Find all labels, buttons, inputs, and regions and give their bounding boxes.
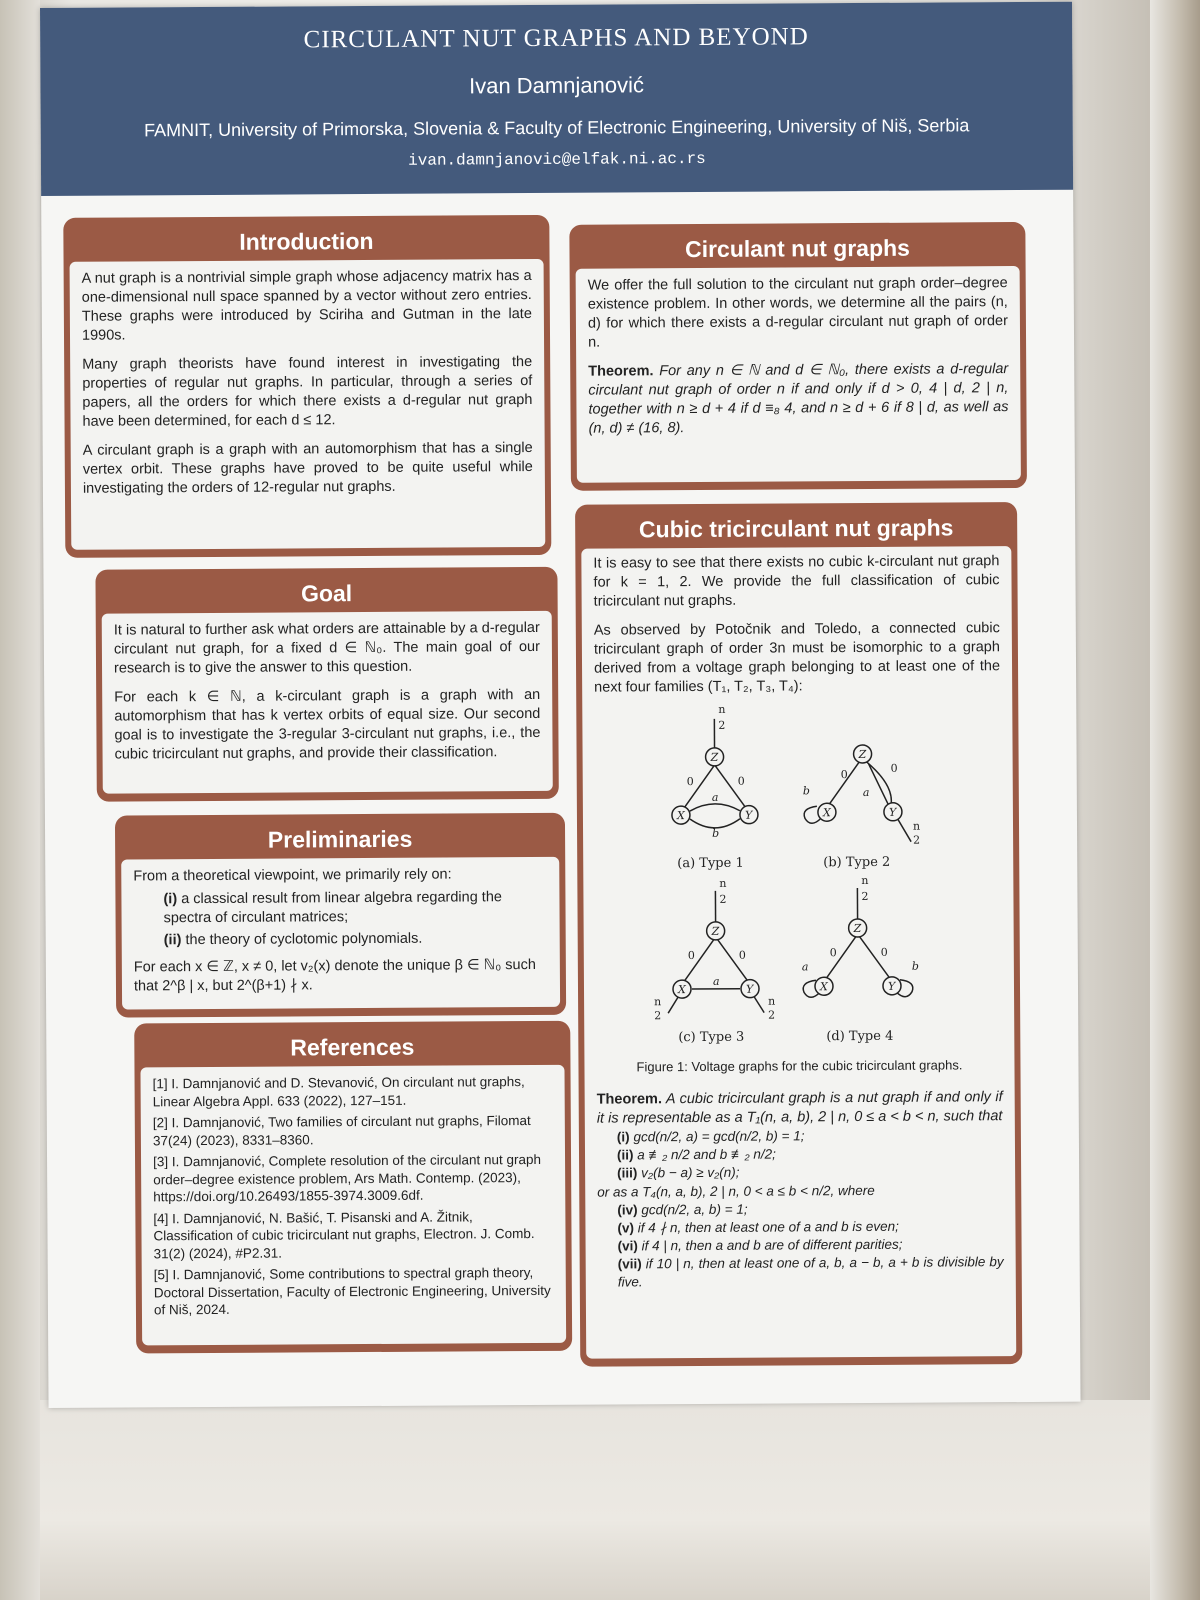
voltage-graphs-figure	[594, 705, 1002, 1076]
figure-caption: Figure 1: Voltage graphs for the cubic tricirculant graphs.	[636, 1057, 963, 1075]
introduction-paragraph-2: Many graph theorists have found interest in investigating the properties of regular nut graphs. In particular, through a series of papers, all the orders for which there exists a d-regular nut graph have been determined, for each d ≤ 12.	[82, 354, 533, 430]
introduction-paragraph-1: A nut graph is a nontrivial simple graph whose adjacency matrix has a one-dimensional null space spanned by a vector without zero entries. These graphs were introduced by Sciriha and Gutman in the late 1990s.	[81, 268, 532, 344]
label-n: n	[861, 873, 869, 887]
floor-background	[0, 1400, 1200, 1600]
references-body	[140, 1065, 566, 1346]
voltage-graphs-diagram	[594, 705, 1006, 1047]
label-a: a	[801, 960, 809, 974]
preliminaries-list	[133, 888, 547, 951]
label-b: b	[911, 959, 919, 973]
condition-number: (iv)	[617, 1202, 638, 1218]
condition-text: v₂(b − a) ≥ v₂(n);	[641, 1164, 740, 1181]
poster-email: ivan.damnjanovic@elfak.ni.ac.rs	[408, 149, 706, 170]
reference-item: [1] I. Damnjanović and D. Stevanović, On circulant nut graphs, Linear Algebra Appl. 633 (2022), 127–151.	[152, 1074, 525, 1109]
label-n: n	[912, 819, 921, 833]
poster	[40, 2, 1081, 1408]
condition-number: (v)	[617, 1220, 635, 1236]
label-2: 2	[719, 892, 727, 906]
condition-item	[598, 1253, 1004, 1291]
label-a: a	[862, 785, 870, 799]
label-a: a	[712, 974, 720, 988]
vertex-x: X	[822, 806, 831, 820]
poster-header	[40, 2, 1073, 196]
goal-section	[95, 567, 558, 802]
circulant-title: Circulant nut graphs	[684, 234, 911, 263]
item-text: the theory of cyclotomic polynomials.	[185, 930, 423, 949]
condition-number: (ii)	[616, 1147, 634, 1163]
condition-number: (i)	[616, 1129, 630, 1145]
label-zero: 0	[686, 775, 694, 789]
label-zero: 0	[737, 774, 745, 788]
label-2: 2	[718, 718, 726, 732]
cubic-paragraph-2: As observed by Potočnik and Toledo, a connected cubic tricirculant graph of order 3n must be isomorphic to a graph derived from a voltage graph belonging to at least one of the next four families (T₁, T₂, T₃, T₄):	[593, 620, 1001, 696]
label-b: b	[802, 784, 810, 798]
label-zero: 0	[738, 948, 746, 962]
label-zero: 0	[687, 949, 695, 963]
theorem-mid: or as a T₄(n, a, b), 2 | n, 0 < a ≤ b < n/2, where	[597, 1182, 875, 1200]
item-text: a classical result from linear algebra regarding the spectra of circulant matrices;	[163, 889, 502, 927]
condition-text: a ≢₂ n/2 and b ≢₂ n/2;	[637, 1146, 776, 1163]
item-number: (ii)	[163, 932, 182, 949]
goal-body	[102, 611, 553, 794]
condition-text: if 4 ∤ n, then at least one of a and b is even;	[637, 1218, 899, 1236]
circulant-section	[569, 222, 1027, 491]
condition-number: (iii)	[617, 1165, 638, 1181]
vertex-x: X	[677, 983, 686, 997]
label-b: b	[712, 826, 720, 840]
reference-item: [2] I. Damnjanović, Two families of circulant nut graphs, Filomat 37(24) (2023), 8331–8360.	[152, 1113, 531, 1148]
reference-item: [4] I. Damnjanović, N. Bašić, T. Pisanski and A. Žitnik, Classification of cubic tricirculant nut graphs, Electron. J. Comb. 31(2) (2024), #P2.31.	[153, 1208, 535, 1261]
cubic-section	[575, 502, 1022, 1367]
cubic-title: Cubic tricirculant nut graphs	[638, 514, 954, 543]
vertex-z: Z	[710, 750, 719, 764]
vertex-y: Y	[745, 982, 754, 996]
preliminaries-body	[121, 857, 560, 1010]
cubic-theorem	[597, 1088, 1003, 1128]
introduction-paragraph-3: A circulant graph is a graph with an automorphism that has a single vertex orbit. These graphs have proved to be quite useful while investigating the orders of 12-regular nut graphs.	[82, 439, 533, 497]
type-2-graph	[804, 745, 911, 843]
introduction-body	[70, 259, 546, 550]
preliminaries-intro: From a theoretical viewpoint, we primarily rely on:	[133, 866, 452, 885]
references-title: References	[290, 1033, 415, 1061]
label-2: 2	[913, 833, 921, 847]
vertex-y: Y	[888, 805, 897, 819]
theorem-label: Theorem.	[596, 1091, 662, 1108]
introduction-section	[63, 215, 551, 558]
poster-affiliation: FAMNIT, University of Primorska, Slovenia & Faculty of Electronic Engineering, University of Niš, Serbia	[144, 115, 970, 141]
preliminaries-paragraph-2: For each x ∈ ℤ, x ≠ 0, let v₂(x) denote the unique β ∈ ℕ₀ such that 2^β | x, but 2^(β+1) ∤ x.	[133, 956, 536, 995]
reference-item: [5] I. Damnjanović, Some contributions to spectral graph theory, Doctoral Dissertation, Faculty of Electronic Engineering, University of Niš, 2024.	[153, 1265, 551, 1318]
label-n: n	[654, 995, 662, 1009]
label-n: n	[718, 705, 726, 716]
vertex-x: X	[819, 980, 828, 994]
preliminaries-item	[164, 929, 548, 950]
vertex-x: X	[676, 809, 685, 823]
condition-number: (vii)	[617, 1256, 642, 1272]
goal-paragraph-1: It is natural to further ask what orders are attainable by a d-regular circulant nut graph, for a fixed d ∈ ℕ₀. The main goal of our research is to give the answer to this question.	[113, 619, 540, 677]
display-board-edge-right	[1150, 0, 1200, 1600]
condition-text: if 4 | n, then a and b are of different parities;	[641, 1236, 903, 1254]
cubic-paragraph-1: It is easy to see that there exists no cubic k-circulant nut graph for k = 1, 2. We provide the full classification of cubic tricirculant nut graphs.	[593, 553, 1000, 610]
vertex-z: Z	[711, 924, 720, 938]
circulant-body	[576, 266, 1021, 483]
label-2: 2	[861, 889, 869, 903]
type-1-caption: (a) Type 1	[677, 855, 744, 872]
label-n: n	[719, 876, 727, 890]
vertex-y: Y	[887, 979, 896, 993]
label-2: 2	[768, 1008, 776, 1022]
goal-title: Goal	[300, 580, 353, 607]
reference-item: [3] I. Damnjanović, Complete resolution of the circulant nut graph order–degree existence problem, Ars Math. Contemp. (2023), https://doi.org/10.26493/1855-3974.3009.6df.	[153, 1151, 542, 1205]
type-4-labels	[801, 874, 919, 994]
goal-paragraph-2: For each k ∈ ℕ, a k-circulant graph is a graph with an automorphism that has k vertex orbits of equal size. Our second goal is to investigate the 3-regular 3-circulant nut graphs, i.e., the cubic tricirculant nut graphs, and provide their classification.	[114, 686, 541, 763]
type-3-caption: (c) Type 3	[678, 1029, 745, 1046]
preliminaries-section	[115, 813, 566, 1018]
theorem-label: Theorem.	[588, 363, 654, 380]
condition-text: gcd(n/2, a, b) = 1;	[641, 1201, 748, 1218]
theorem-intro: A cubic tricirculant graph is a nut graph if and only if it is representable as a T₁(n, a, b), 2 | n, 0 ≤ a < b < n, such that	[596, 1089, 1003, 1127]
condition-number: (vi)	[617, 1238, 638, 1254]
theorem-text: For any n ∈ ℕ and d ∈ ℕ₀, there exists a d-regular circulant nut graph of order n if and only if d > 0, 4 | d, 2 | n, together with n ≥ d + 4 if d ≡₈ 4, and n ≥ d + 6 if 8 | d, as well as (n, d) ≠ (16, 8).	[588, 361, 1009, 437]
poster-author: Ivan Damnjanović	[468, 72, 644, 99]
cubic-body	[581, 546, 1016, 1359]
poster-title: CIRCULANT NUT GRAPHS AND BEYOND	[303, 23, 809, 54]
preliminaries-item	[163, 888, 547, 928]
label-zero: 0	[829, 946, 837, 960]
introduction-title: Introduction	[239, 227, 374, 255]
type-2-caption: (b) Type 2	[823, 854, 891, 871]
circulant-paragraph: We offer the full solution to the circulant nut graph order–degree existence problem. In other words, we determine all the pairs (n, d) for which there exists a d-regular circulant nut graph of order n.	[587, 275, 1008, 351]
label-2: 2	[654, 1009, 662, 1023]
circulant-theorem	[588, 360, 1008, 439]
label-zero: 0	[880, 945, 888, 959]
condition-text: gcd(n/2, a) = gcd(n/2, b) = 1;	[633, 1128, 805, 1145]
references-section	[134, 1021, 572, 1354]
label-n: n	[768, 994, 776, 1008]
type-4-caption: (d) Type 4	[826, 1028, 894, 1045]
condition-text: if 10 | n, then at least one of a, b, a − b, a + b is divisible by five.	[617, 1254, 1004, 1290]
vertex-z: Z	[853, 922, 862, 936]
vertex-z: Z	[858, 747, 867, 762]
display-board-edge-left	[0, 0, 40, 1600]
vertex-y: Y	[744, 808, 753, 822]
label-zero: 0	[840, 768, 848, 782]
label-zero: 0	[890, 761, 898, 775]
item-number: (i)	[163, 891, 178, 908]
label-a: a	[711, 790, 719, 804]
preliminaries-title: Preliminaries	[267, 825, 413, 853]
